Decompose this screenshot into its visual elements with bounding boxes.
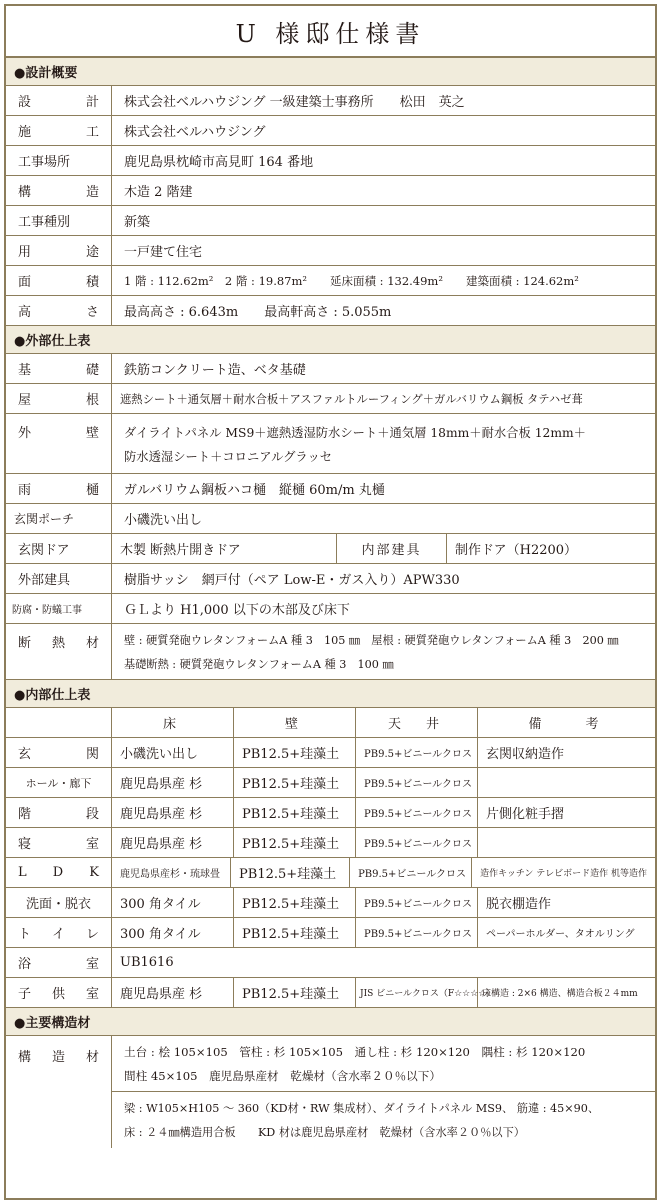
value-interior-fittings: 制作ドア（H2200）: [455, 543, 578, 558]
cell-floor: 鹿児島県産 杉: [112, 828, 234, 857]
row-porch: [6, 504, 655, 534]
row-termite: [6, 594, 655, 624]
cell-note: 玄関収納造作: [486, 747, 565, 762]
cell-wall: PB12.5+珪藻土: [234, 768, 356, 797]
section-design: ●設計概要: [6, 58, 655, 86]
section-interior: ●内部仕上表: [6, 680, 655, 708]
value-area: 1 階 : 112.62m² 2 階 : 19.87m² 延床面積 : 132.49m² 建築面積 : 124.62m²: [124, 273, 579, 288]
cell-ceiling: JIS ビニールクロス（F☆☆☆☆）: [356, 978, 478, 1007]
cell-floor: 鹿児島県産 杉: [112, 978, 234, 1007]
row-work-type: [6, 206, 655, 236]
value-roof: 遮熱シート＋通気層＋耐水合板＋アスファルトルーフィング＋ガルバリウム鋼板 タテハゼ葺: [120, 392, 583, 406]
label-work-type: 工事種別: [6, 206, 112, 235]
document-title: U 様邸仕様書: [6, 6, 655, 58]
cell-note: 片側化粧手摺: [486, 807, 565, 822]
table-row: [6, 978, 655, 1008]
header-note: 備 考: [528, 717, 605, 732]
value-site: 鹿児島県枕崎市高見町 164 番地: [124, 155, 314, 170]
label-height: 高 さ: [6, 296, 112, 325]
insulation-line-1: 壁 : 硬質発砲ウレタンフォームA 種 3 105 ㎜ 屋根 : 硬質発砲ウレタンフォームA 種 3 200 ㎜: [124, 633, 619, 647]
row-structure-materials: [6, 1036, 655, 1148]
table-row: [6, 768, 655, 798]
section-structure: ●主要構造材: [6, 1008, 655, 1036]
label-structure: 構 造: [6, 176, 112, 205]
value-foundation: 鉄筋コンクリート造、ベタ基礎: [124, 363, 306, 378]
room-entrance: 玄 関: [6, 738, 112, 767]
cell-floor: 鹿児島県産杉・琉球畳: [112, 858, 231, 887]
value-work-type: 新築: [124, 215, 151, 230]
value-door: 木製 断熱片開きドア: [112, 534, 337, 563]
label-builder: 施 工: [6, 116, 112, 145]
cell-wall: PB12.5+珪藻土: [234, 828, 356, 857]
structure-block-2-line-2: 床 : ２４㎜構造用合板 KD 材は鹿児島県産材 乾燥材（含水率２０％以下）: [124, 1126, 525, 1139]
insulation-line-2: 基礎断熱 : 硬質発砲ウレタンフォームA 種 3 100 ㎜: [124, 657, 394, 671]
room-hall: ホール・廊下: [6, 768, 112, 797]
spec-sheet: [4, 4, 657, 1200]
cell-ceiling: PB9.5+ビニールクロス: [356, 828, 478, 857]
cell-note: 床構造 : 2×6 構造、構造合板２４mm: [482, 989, 638, 999]
wall-line-2: 防水透湿シート＋コロニアルグラッセ: [124, 449, 333, 464]
label-interior-fittings: 内部建具: [337, 534, 447, 563]
label-area: 面 積: [6, 266, 112, 295]
structure-block-1-line-2: 間柱 45×105 鹿児島県産材 乾燥材（含水率２０％以下）: [124, 1068, 441, 1083]
room-washroom: 洗面・脱衣: [6, 888, 112, 917]
table-row: [6, 858, 655, 888]
row-architect: [6, 86, 655, 116]
row-use: [6, 236, 655, 266]
cell-wall: PB12.5+珪藻土: [234, 798, 356, 827]
room-ldk: L D K: [6, 858, 112, 887]
label-site: 工事場所: [6, 146, 112, 175]
label-wall: 外 壁: [6, 414, 112, 473]
cell-floor: 300 角タイル: [112, 888, 234, 917]
wall-line-1: ダイライトパネル MS9＋遮熱透湿防水シート＋通気層 18mm＋耐水合板 12mm＋: [124, 425, 586, 440]
label-use: 用 途: [6, 236, 112, 265]
cell-ceiling: PB9.5+ビニールクロス: [356, 738, 478, 767]
interior-header-row: [6, 708, 655, 738]
value-builder: 株式会社ベルハウジング: [124, 125, 266, 140]
value-height: 最高高さ : 6.643m 最高軒高さ : 5.055m: [124, 305, 392, 320]
cell-wall: PB12.5+珪藻土: [231, 858, 350, 887]
value-use: 一戸建て住宅: [124, 245, 203, 260]
room-stairs: 階 段: [6, 798, 112, 827]
table-row: [6, 918, 655, 948]
value-insulation: [112, 624, 655, 679]
structure-block-1: [112, 1036, 655, 1092]
table-row: [6, 828, 655, 858]
cell-wall: PB12.5+珪藻土: [234, 978, 356, 1007]
label-insulation: 断 熱 材: [6, 624, 112, 679]
table-row: [6, 738, 655, 768]
row-insulation: [6, 624, 655, 680]
row-wall: [6, 414, 655, 474]
label-sash: 外部建具: [6, 564, 112, 593]
table-row: [6, 948, 655, 978]
cell-wall: PB12.5+珪藻土: [234, 738, 356, 767]
label-roof: 屋 根: [6, 384, 112, 413]
cell-ceiling: PB9.5+ビニールクロス: [350, 858, 472, 887]
header-ceiling: 天 井: [356, 708, 478, 737]
room-bedroom: 寝 室: [6, 828, 112, 857]
cell-ceiling: PB9.5+ビニールクロス: [356, 888, 478, 917]
room-bathroom: 浴 室: [6, 948, 112, 977]
label-porch: 玄関ポーチ: [6, 504, 112, 533]
row-builder: [6, 116, 655, 146]
cell-floor: 300 角タイル: [112, 918, 234, 947]
label-foundation: 基 礎: [6, 354, 112, 383]
row-door: [6, 534, 655, 564]
structure-blocks: [112, 1036, 655, 1148]
label-termite: 防腐・防蟻工事: [6, 594, 112, 623]
row-area: [6, 266, 655, 296]
structure-block-1-line-1: 土台 : 桧 105×105 管柱 : 杉 105×105 通し柱 : 杉 120×120 隅柱 : 杉 120×120: [124, 1044, 586, 1059]
cell-note: 造作キッチン テレビボード造作 机等造作: [480, 869, 647, 879]
value-termite: ＧＬより H1,000 以下の木部及び床下: [124, 603, 350, 618]
value-architect: 株式会社ベルハウジング 一級建築士事務所 松田 英之: [124, 95, 465, 110]
cell-note: [478, 768, 655, 797]
cell-note: [478, 828, 655, 857]
structure-block-2-line-1: 梁 : W105×H105 ～ 360（KD材・RW 集成材）、ダイライトパネル MS9、 筋違 : 45×90、: [124, 1102, 600, 1115]
cell-ceiling: PB9.5+ビニールクロス: [356, 798, 478, 827]
cell-bath: UB1616: [120, 955, 174, 970]
section-exterior: ●外部仕上表: [6, 326, 655, 354]
cell-floor: 鹿児島県産 杉: [112, 768, 234, 797]
table-row: [6, 888, 655, 918]
row-sash: [6, 564, 655, 594]
label-door: 玄関ドア: [6, 534, 112, 563]
structure-block-2: [112, 1092, 655, 1148]
room-kids: 子 供 室: [6, 978, 112, 1007]
value-sash: 樹脂サッシ 網戸付（ペア Low-E・ガス入り）APW330: [124, 573, 460, 588]
row-site: [6, 146, 655, 176]
row-foundation: [6, 354, 655, 384]
header-room: [6, 708, 112, 737]
header-floor: 床: [112, 708, 234, 737]
row-gutter: [6, 474, 655, 504]
table-row: [6, 798, 655, 828]
row-roof: [6, 384, 655, 414]
label-gutter: 雨 樋: [6, 474, 112, 503]
value-structure: 木造 2 階建: [124, 185, 193, 200]
header-wall: 壁: [234, 708, 356, 737]
cell-floor: 小磯洗い出し: [112, 738, 234, 767]
row-structure: [6, 176, 655, 206]
value-wall: [112, 414, 655, 473]
label-structure-materials: 構 造 材: [6, 1036, 112, 1148]
cell-ceiling: PB9.5+ビニールクロス: [356, 918, 478, 947]
cell-wall: PB12.5+珪藻土: [234, 888, 356, 917]
label-architect: 設 計: [6, 86, 112, 115]
cell-ceiling: PB9.5+ビニールクロス: [356, 768, 478, 797]
room-toilet: ト イ レ: [6, 918, 112, 947]
row-height: [6, 296, 655, 326]
cell-note: 脱衣棚造作: [486, 897, 552, 912]
cell-note: ペーパーホルダー、タオルリング: [486, 929, 635, 940]
cell-floor: 鹿児島県産 杉: [112, 798, 234, 827]
value-gutter: ガルバリウム鋼板ハコ樋 縦樋 60m/m 丸樋: [124, 483, 385, 498]
cell-wall: PB12.5+珪藻土: [234, 918, 356, 947]
value-porch: 小磯洗い出し: [124, 513, 203, 528]
